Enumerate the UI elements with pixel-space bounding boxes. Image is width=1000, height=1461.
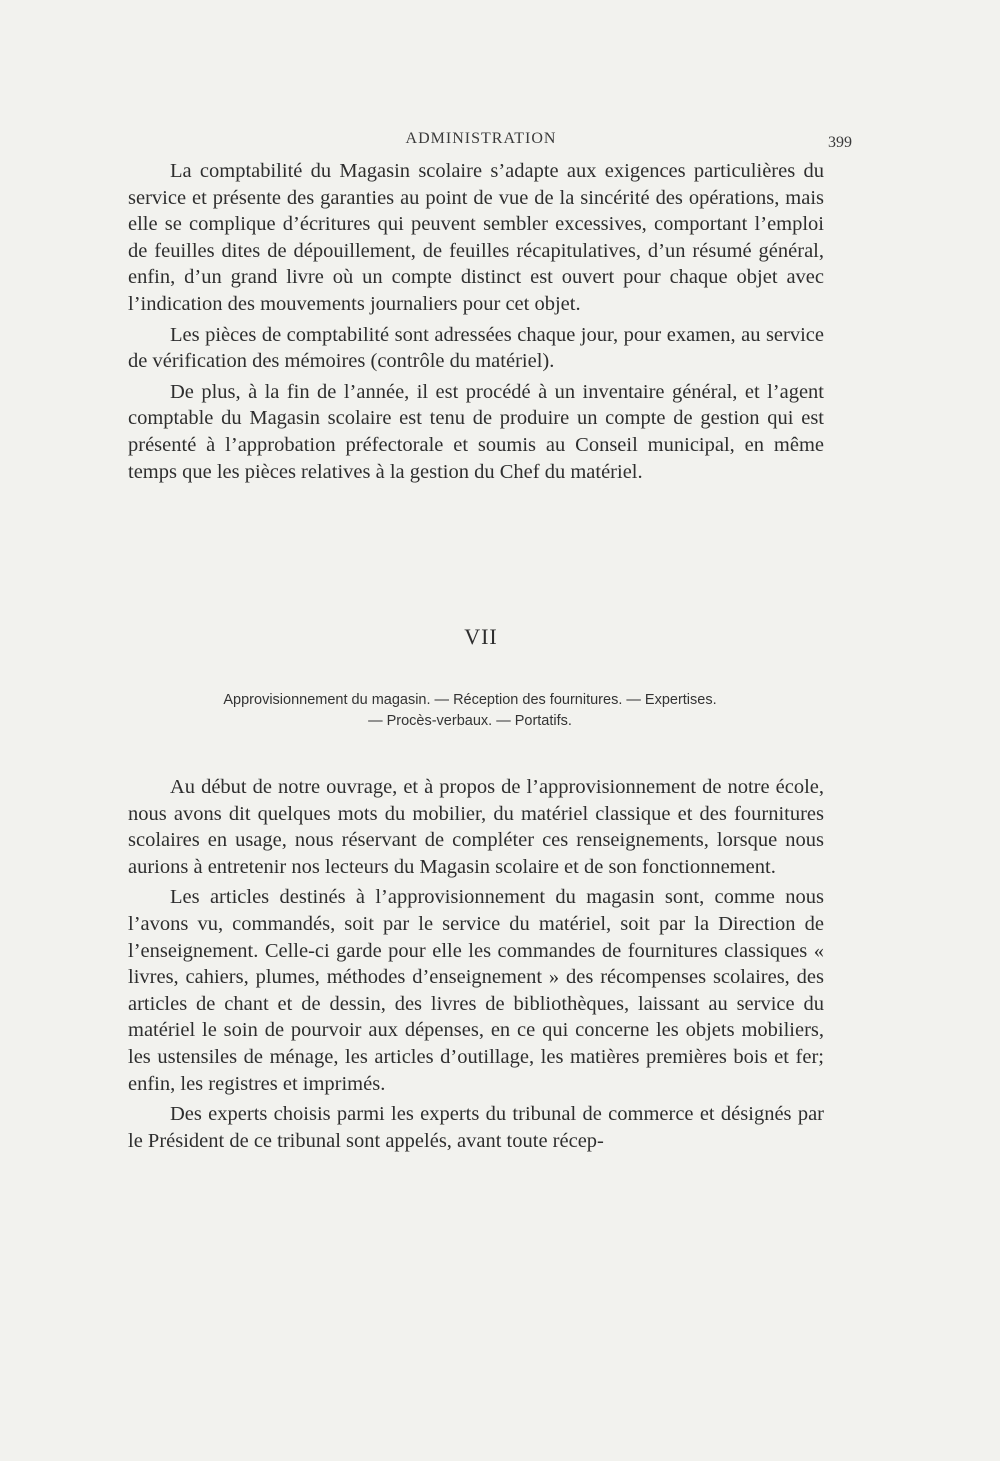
running-head-title: ADMINISTRATION — [405, 130, 557, 147]
paragraph: Des experts choisis parmi les experts du tribunal de commerce et désignés par le Président de ce tribunal sont appelés, avant toute récep- — [128, 1103, 824, 1152]
running-head — [110, 128, 852, 154]
paragraph: Au début de notre ouvrage, et à propos de l’approvisionnement de notre école, nous avons dit quelques mots du mobilier, du matériel classique et des fournitures scolaires en usage, nous réservant de compléter ces renseignements, lorsque nous aurions à entretenir nos lecteurs du Magasin scolaire et de son fonctionnement. — [128, 776, 824, 878]
section-caption-line-2: — Procès-verbaux. — Portatifs. — [368, 713, 572, 729]
section-1-text — [128, 158, 824, 489]
section-number: VII — [464, 624, 498, 649]
paragraph: De plus, à la fin de l’année, il est procédé à un inventaire général, et l’agent comptable du Magasin scolaire est tenu de produire un compte de gestion qui est présenté à l’approbation préfectorale et soumis au Conseil municipal, en même temps que les pièces relatives à la gestion du Chef du matériel. — [128, 380, 824, 483]
section-caption — [150, 690, 790, 732]
section-2-text — [128, 774, 824, 1158]
section-caption-line-1: Approvisionnement du magasin. — Réception des fournitures. — Expertises. — [223, 692, 717, 708]
paragraph: La comptabilité du Magasin scolaire s’adapte aux exigences particulières du service et présente des garanties au point de vue de la sincérité des opérations, mais elle se complique d’écritures qui peuvent sembler excessives, comportant l’emploi de feuilles dites de dépouillement, de feuilles récapitulatives, d’un résumé général, enfin, d’un grand livre où un compte distinct est ouvert pour chaque objet avec l’indication des mouvements journaliers pour cet objet. — [128, 160, 824, 315]
page-number: 399 — [828, 134, 852, 151]
paragraph: Les articles destinés à l’approvisionnement du magasin sont, comme nous l’avons vu, commandés, soit par le service du matériel, soit par la Direction de l’enseignement. Celle-ci garde pour elle les commandes de fournitures classiques « livres, cahiers, plumes, méthodes d’enseignement » des récompenses scolaires, des articles de chant et de dessin, des livres de bibliothèques, laissant au service du matériel le soin de pourvoir aux dépenses, en ce qui concerne les objets mobiliers, les ustensiles de ménage, les articles d’outillage, les matières premières bois et fer; enfin, les registres et imprimés. — [128, 886, 824, 1095]
paragraph: Les pièces de comptabilité sont adressées chaque jour, pour examen, au service de vérification des mémoires (contrôle du matériel). — [128, 323, 824, 373]
